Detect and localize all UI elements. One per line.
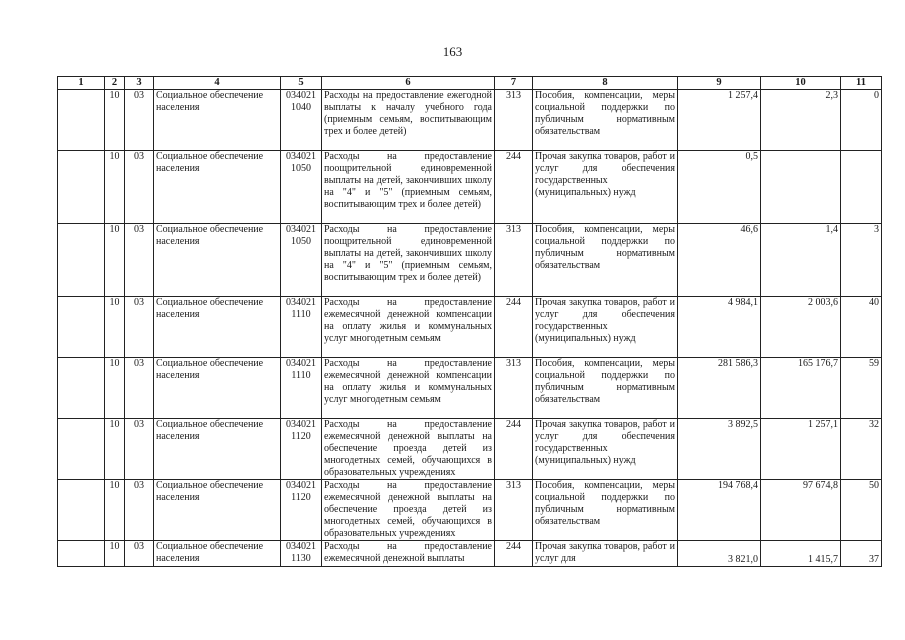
cell-value-9: 4 984,1 (678, 297, 761, 358)
cell-expense-type: 313 (495, 90, 533, 151)
cell-expense-type-name: Пособия, компенсации, меры социальной поддержки по публичным нормативным обязательствам (533, 90, 678, 151)
cell-col-1 (58, 90, 105, 151)
cell-value-9: 281 586,3 (678, 358, 761, 419)
cell-description: Расходы на предоставление ежемесячной денежной компенсации на оплату жилья и коммунальных услуг многодетным семьям (322, 358, 495, 419)
table-row (58, 224, 882, 297)
cell-value-10: 1 415,7 (761, 541, 841, 567)
cell-description: Расходы на предоставление поощрительной единовременной выплаты на детей, закончивших школу на "4" и "5" (приемным семьям, воспитывающим трех и более детей) (322, 224, 495, 297)
cell-name: Социальное обеспечение населения (154, 90, 281, 151)
cell-subsection: 03 (125, 419, 154, 480)
target-code-part-2: 1120 (291, 431, 311, 442)
header-col-8: 8 (533, 77, 678, 90)
header-col-1: 1 (58, 77, 105, 90)
cell-value-10: 2 003,6 (761, 297, 841, 358)
cell-expense-type-name: Прочая закупка товаров, работ и услуг для (533, 541, 678, 567)
table-row (58, 297, 882, 358)
target-code-part-1: 034021 (286, 541, 316, 552)
target-code-part-2: 1050 (291, 236, 311, 247)
cell-target-code (281, 224, 322, 297)
table-header-row (58, 77, 882, 90)
cell-value-9: 0,5 (678, 151, 761, 224)
cell-col-1 (58, 541, 105, 567)
cell-value-11: 3 (841, 224, 882, 297)
cell-section: 10 (105, 419, 125, 480)
cell-subsection: 03 (125, 151, 154, 224)
target-code-part-2: 1130 (291, 553, 311, 564)
page-number: 163 (442, 44, 463, 59)
target-code-part-1: 034021 (286, 297, 316, 308)
cell-value-10: 97 674,8 (761, 480, 841, 541)
cell-target-code (281, 419, 322, 480)
cell-description: Расходы на предоставление ежегодной выплаты к началу учебного года (приемным семьям, воспитывающим трех и более детей) (322, 90, 495, 151)
cell-name: Социальное обеспечение населения (154, 224, 281, 297)
target-code-part-1: 034021 (286, 224, 316, 235)
target-code-part-2: 1120 (291, 492, 311, 503)
cell-expense-type: 244 (495, 541, 533, 567)
cell-value-11: 0 (841, 90, 882, 151)
cell-value-11: 32 (841, 419, 882, 480)
cell-expense-type: 313 (495, 224, 533, 297)
cell-description: Расходы на предоставление ежемесячной денежной выплаты (322, 541, 495, 567)
cell-value-11: 37 (841, 541, 882, 567)
cell-section: 10 (105, 480, 125, 541)
cell-subsection: 03 (125, 541, 154, 567)
cell-expense-type: 244 (495, 419, 533, 480)
cell-value-10: 2,3 (761, 90, 841, 151)
target-code-part-1: 034021 (286, 358, 316, 369)
cell-value-10 (761, 151, 841, 224)
cell-section: 10 (105, 541, 125, 567)
cell-name: Социальное обеспечение населения (154, 297, 281, 358)
table-row (58, 90, 882, 151)
cell-expense-type-name: Прочая закупка товаров, работ и услуг для обеспечения государственных (муниципальных) нужд (533, 297, 678, 358)
cell-description: Расходы на предоставление поощрительной единовременной выплаты на детей, закончивших школу на "4" и "5" (приемным семьям, воспитывающим трех и более детей) (322, 151, 495, 224)
cell-value-9: 46,6 (678, 224, 761, 297)
cell-description: Расходы на предоставление ежемесячной денежной компенсации на оплату жилья и коммунальных услуг многодетным семьям (322, 297, 495, 358)
cell-subsection: 03 (125, 480, 154, 541)
cell-value-10: 1,4 (761, 224, 841, 297)
cell-name: Социальное обеспечение населения (154, 419, 281, 480)
cell-target-code (281, 541, 322, 567)
cell-value-9: 194 768,4 (678, 480, 761, 541)
cell-name: Социальное обеспечение населения (154, 541, 281, 567)
cell-section: 10 (105, 151, 125, 224)
target-code-part-1: 034021 (286, 480, 316, 491)
target-code-part-2: 1050 (291, 163, 311, 174)
cell-expense-type-name: Пособия, компенсации, меры социальной поддержки по публичным нормативным обязательствам (533, 224, 678, 297)
cell-value-11: 40 (841, 297, 882, 358)
cell-target-code (281, 151, 322, 224)
table-row (58, 358, 882, 419)
cell-expense-type: 244 (495, 297, 533, 358)
cell-section: 10 (105, 297, 125, 358)
header-col-10: 10 (761, 77, 841, 90)
cell-description: Расходы на предоставление ежемесячной денежной выплаты на обеспечение проезда детей из многодетных семей, обучающихся в образовательных учреждениях (322, 480, 495, 541)
cell-value-11: 59 (841, 358, 882, 419)
cell-value-9: 3 821,0 (678, 541, 761, 567)
cell-subsection: 03 (125, 90, 154, 151)
header-col-7: 7 (495, 77, 533, 90)
table-row (58, 151, 882, 224)
cell-expense-type-name: Пособия, компенсации, меры социальной поддержки по публичным нормативным обязательствам (533, 480, 678, 541)
header-col-2: 2 (105, 77, 125, 90)
cell-section: 10 (105, 224, 125, 297)
cell-col-1 (58, 358, 105, 419)
target-code-part-1: 034021 (286, 419, 316, 430)
cell-value-10: 1 257,1 (761, 419, 841, 480)
cell-target-code (281, 480, 322, 541)
cell-target-code (281, 297, 322, 358)
header-col-6: 6 (322, 77, 495, 90)
target-code-part-2: 1110 (291, 370, 311, 381)
cell-col-1 (58, 297, 105, 358)
cell-description: Расходы на предоставление ежемесячной денежной выплаты на обеспечение проезда детей из многодетных семей, обучающихся в образовательных учреждениях (322, 419, 495, 480)
cell-value-11 (841, 151, 882, 224)
cell-expense-type: 313 (495, 480, 533, 541)
target-code-part-2: 1110 (291, 309, 311, 320)
cell-target-code (281, 90, 322, 151)
cell-value-9: 3 892,5 (678, 419, 761, 480)
cell-col-1 (58, 151, 105, 224)
header-col-4: 4 (154, 77, 281, 90)
target-code-part-2: 1040 (291, 102, 311, 113)
header-col-9: 9 (678, 77, 761, 90)
cell-target-code (281, 358, 322, 419)
cell-section: 10 (105, 90, 125, 151)
budget-table (57, 76, 882, 567)
table-row (58, 419, 882, 480)
cell-value-11: 50 (841, 480, 882, 541)
table-row (58, 480, 882, 541)
header-col-5: 5 (281, 77, 322, 90)
cell-col-1 (58, 224, 105, 297)
cell-expense-type-name: Пособия, компенсации, меры социальной поддержки по публичным нормативным обязательствам (533, 358, 678, 419)
cell-expense-type: 244 (495, 151, 533, 224)
cell-value-10: 165 176,7 (761, 358, 841, 419)
cell-section: 10 (105, 358, 125, 419)
cell-name: Социальное обеспечение населения (154, 358, 281, 419)
table-row (58, 541, 882, 567)
target-code-part-1: 034021 (286, 151, 316, 162)
target-code-part-1: 034021 (286, 90, 316, 101)
cell-value-9: 1 257,4 (678, 90, 761, 151)
cell-col-1 (58, 480, 105, 541)
header-col-11: 11 (841, 77, 882, 90)
cell-name: Социальное обеспечение населения (154, 151, 281, 224)
cell-expense-type-name: Прочая закупка товаров, работ и услуг для обеспечения государственных (муниципальных) нужд (533, 151, 678, 224)
cell-name: Социальное обеспечение населения (154, 480, 281, 541)
header-col-3: 3 (125, 77, 154, 90)
cell-subsection: 03 (125, 224, 154, 297)
cell-subsection: 03 (125, 297, 154, 358)
cell-subsection: 03 (125, 358, 154, 419)
cell-expense-type-name: Прочая закупка товаров, работ и услуг для обеспечения государственных (муниципальных) нужд (533, 419, 678, 480)
cell-col-1 (58, 419, 105, 480)
cell-expense-type: 313 (495, 358, 533, 419)
